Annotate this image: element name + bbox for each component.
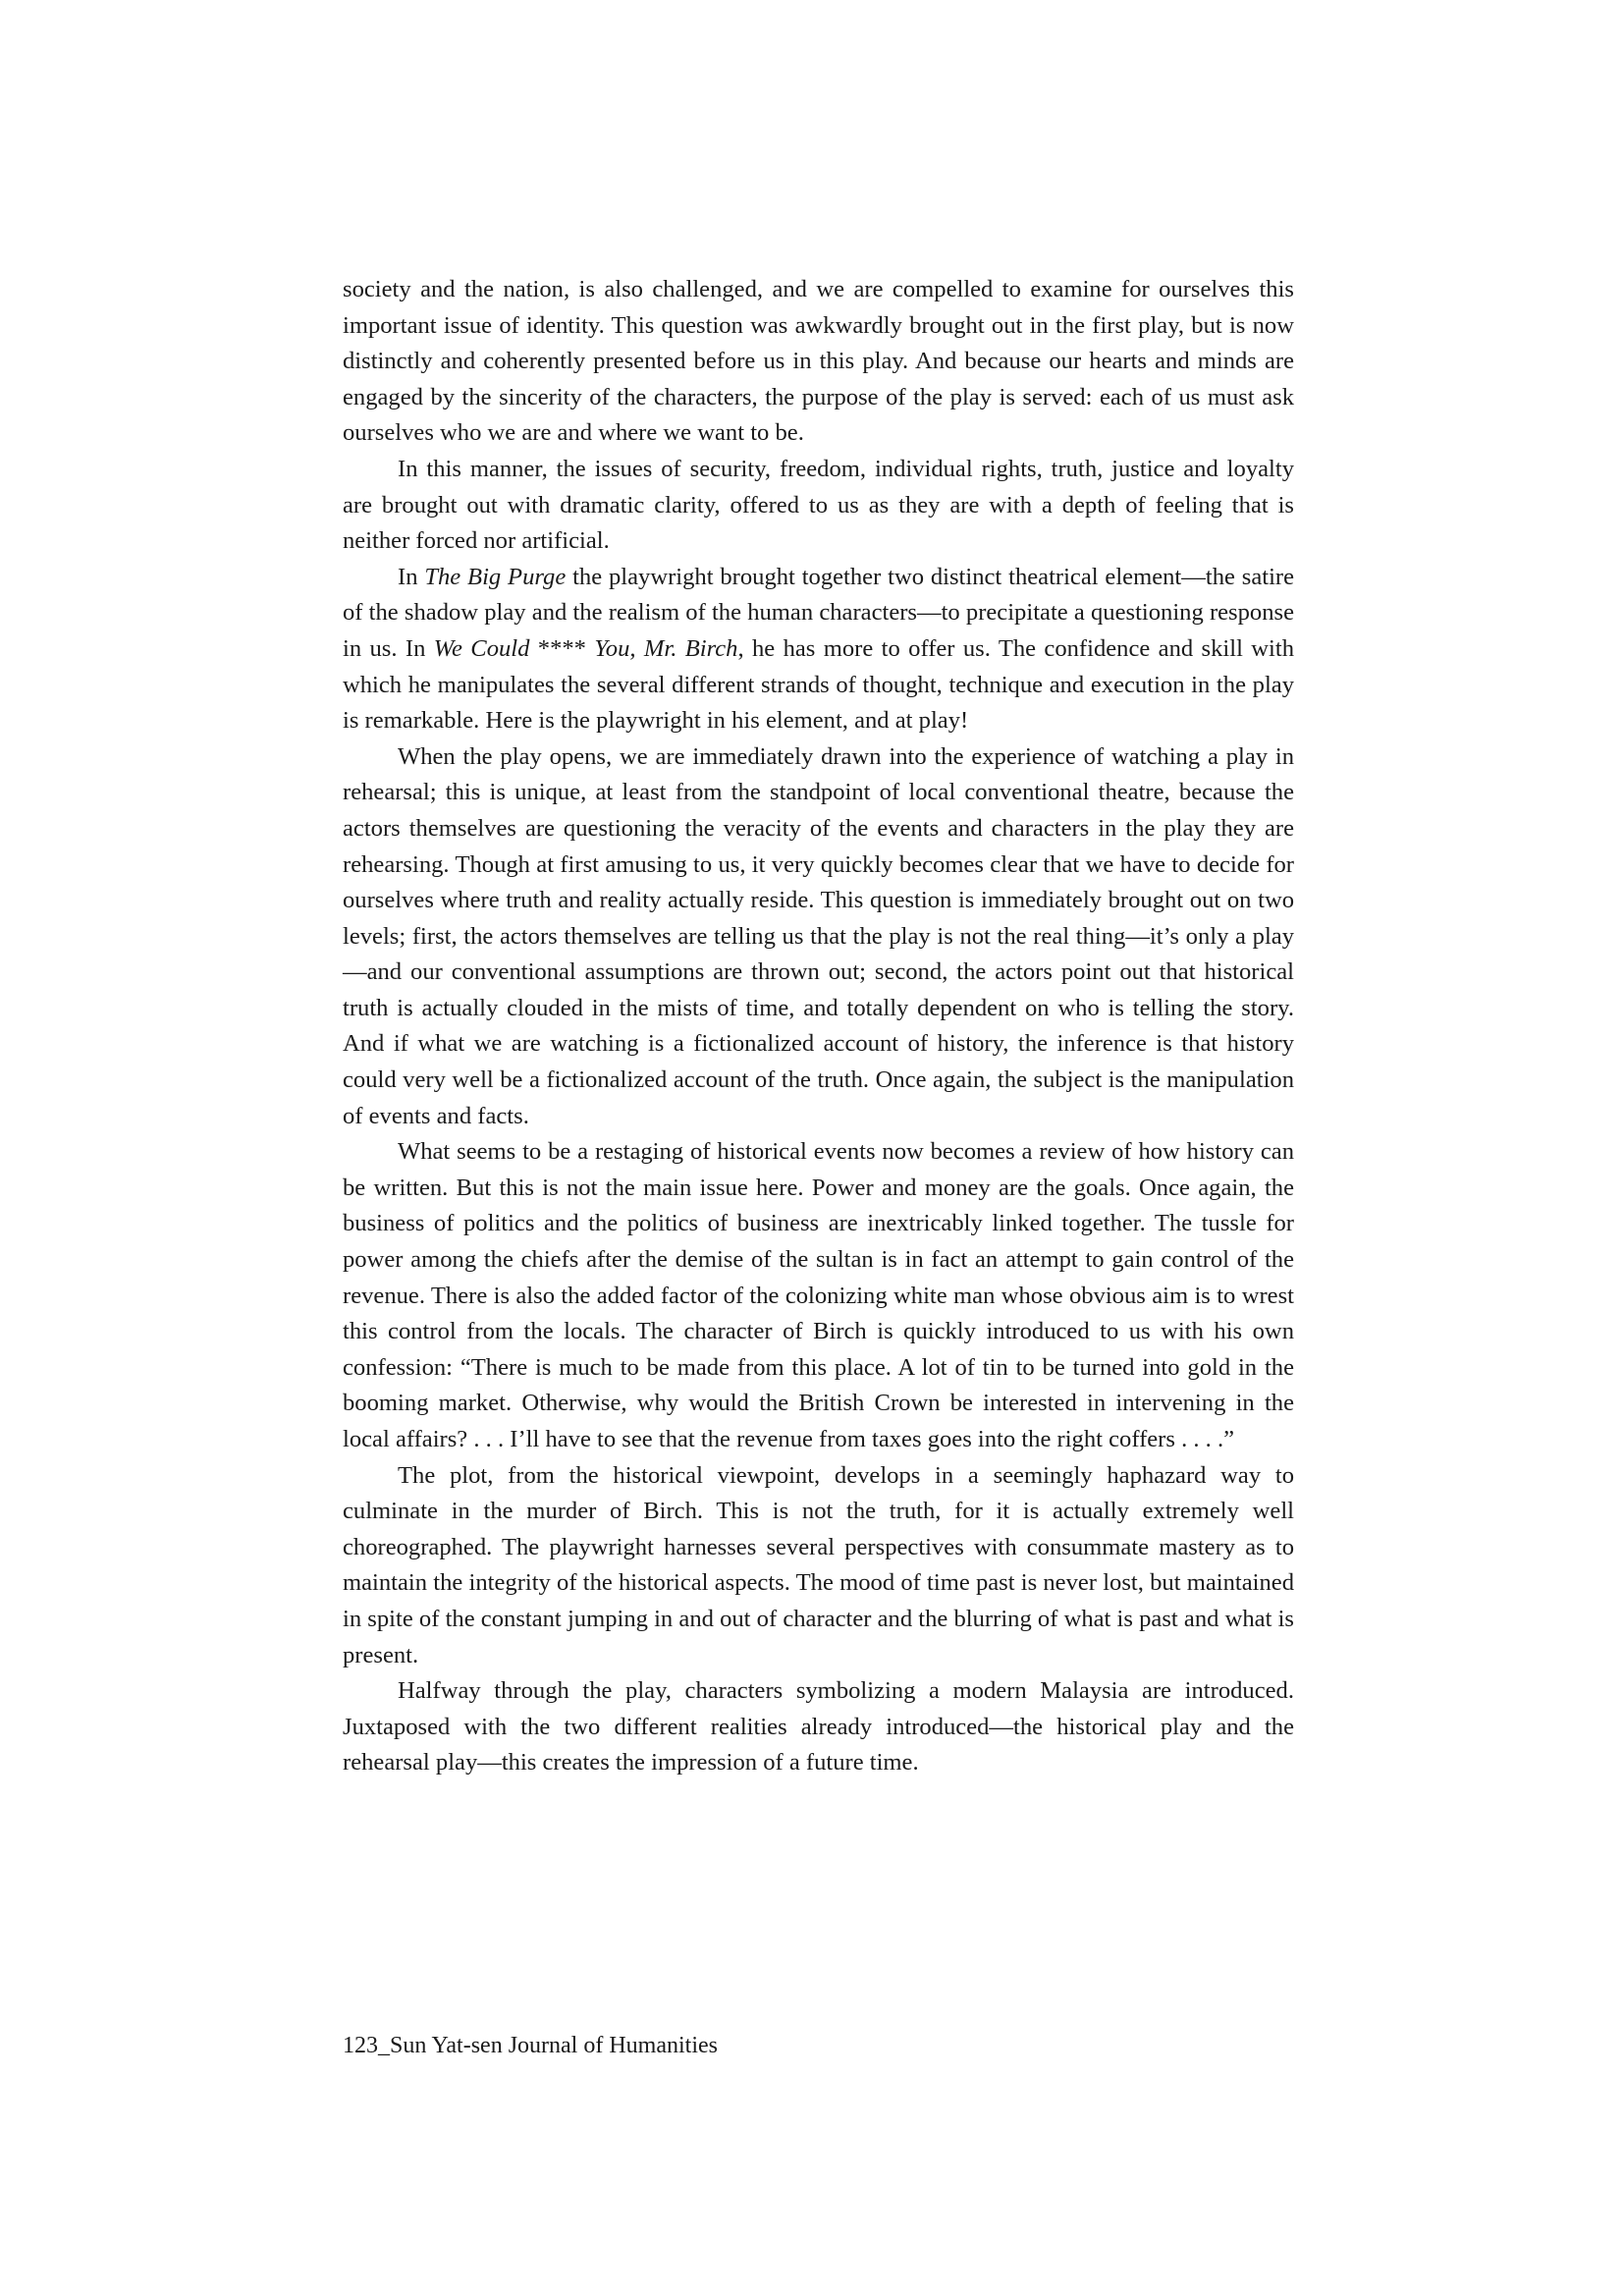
paragraph [343, 1458, 1294, 1674]
text-run: society and the nation, is also challenged, and we are compelled to examine for ourselves this important issue of identity. This question was awkwardly brought out in the first play, but is now distinctly and coherently presented before us in this play. And because our hearts and minds are engaged by the sincerity of the characters, the purpose of the play is served: each of us must ask ourselves who we are and where we want to be. [343, 276, 1294, 447]
paragraph [343, 272, 1294, 452]
italic-title: The Big Purge [424, 563, 567, 590]
text-run: the playwright brought together two distinct theatrical element—the satire of the shadow play and the realism of the human characters—to precipitate a questioning response in us. In [343, 563, 1295, 662]
paragraph [343, 1673, 1294, 1781]
paragraph [343, 739, 1294, 1135]
paragraph [343, 452, 1294, 560]
article-body [343, 272, 1294, 1781]
text-run: In [398, 563, 425, 590]
italic-title: We Could [433, 634, 530, 662]
text-run: The plot, from the historical viewpoint, develops in a seemingly haphazard way to culminate in the murder of Birch. This is not the truth, for it is actually extremely well choreographed. The playwright harnesses several perspectives with consummate mastery as to maintain the integrity of the historical aspects. The mood of time past is never lost, but maintained in spite of the constant jumping in and out of character and the blurring of what is past and what is present. [343, 1461, 1294, 1668]
text-run: , he has more to offer us. The confidence and skill with which he manipulates the several different strands of thought, technique and execution in the play is remarkable. Here is the playwright in his element, and at play! [343, 634, 1295, 735]
text-run: When the play opens, we are immediately drawn into the experience of watching a play in rehearsal; this is unique, at least from the standpoint of local conventional theatre, because the actors themselves are questioning the veracity of the events and characters in the play they are rehearsing. Though at first amusing to us, it very quickly becomes clear that we have to decide for ourselves where truth and reality actually reside. This question is immediately brought out on two levels; first, the actors themselves are telling us that the play is not the real thing—it’s only a play—and our conventional assumptions are thrown out; second, the actors point out that historical truth is actually clouded in the mists of time, and totally dependent on who is telling the story. And if what we are watching is a fictionalized account of history, the inference is that history could very well be a fictionalized account of the truth. Once again, the subject is the manipulation of events and facts. [343, 742, 1294, 1129]
text-run: Halfway through the play, characters symbolizing a modern Malaysia are introduced. Juxtaposed with the two different realities already introduced—the historical play and the rehearsal play—this creates the impression of a future time. [343, 1677, 1294, 1777]
paragraph [343, 560, 1294, 739]
text-run: **** [529, 634, 595, 662]
italic-title: You, Mr. Birch [594, 634, 738, 662]
page-footer [343, 2031, 718, 2060]
running-footer: 123_Sun Yat-sen Journal of Humanities [343, 2033, 718, 2058]
text-run: In this manner, the issues of security, freedom, individual rights, truth, justice and loyalty are brought out with dramatic clarity, offered to us as they are with a depth of feeling that is neither forced nor artificial. [343, 455, 1294, 555]
text-run: What seems to be a restaging of historical events now becomes a review of how history can be written. But this is not the main issue here. Power and money are the goals. Once again, the business of politics and the politics of business are inextricably linked together. The tussle for power among the chiefs after the demise of the sultan is in fact an attempt to gain control of the revenue. There is also the added factor of the colonizing white man whose obvious aim is to wrest this control from the locals. The character of Birch is quickly introduced to us with his own confession: “There is much to be made from this place. A lot of tin to be turned into gold in the booming market. Otherwise, why would the British Crown be interested in intervening in the local affairs? . . . I’ll have to see that the revenue from taxes goes into the right coffers . . . .” [343, 1138, 1294, 1452]
paragraph [343, 1134, 1294, 1457]
